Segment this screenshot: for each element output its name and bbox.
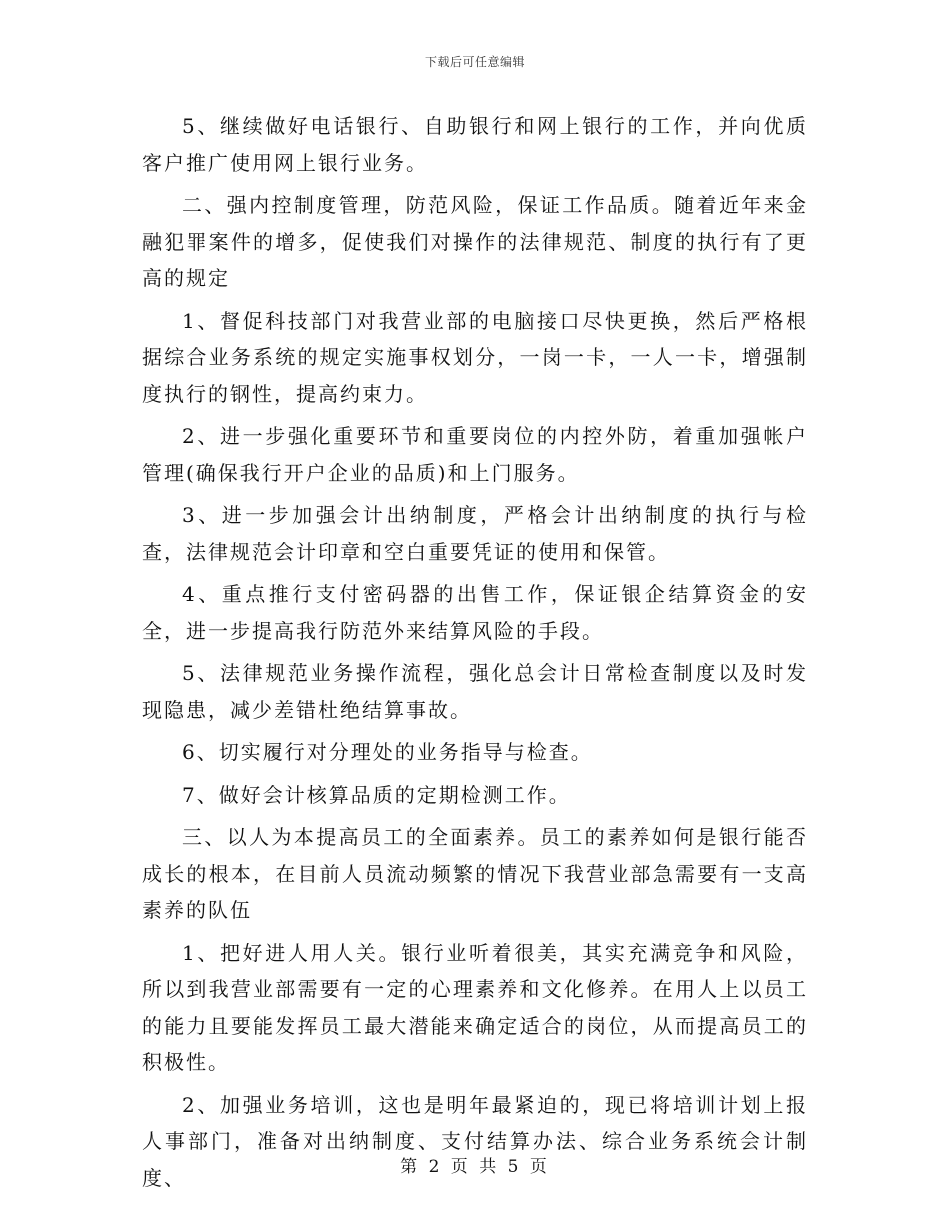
document-body: [142, 108, 808, 1202]
section-heading-people-oriented: 三、以人为本提高员工的全面素养。员工的素养如何是银行能否成长的根本，在目前人员流动频繁的情况下我营业部急需要有一支高素养的队伍: [142, 825, 808, 922]
paragraph-item-6-branch-guidance: 6、切实履行对分理处的业务指导与检查。: [182, 740, 593, 764]
section-heading-internal-control: 二、强内控制度管理，防范风险，保证工作品质。随着近年来金融犯罪案件的增多，促使我们对操作的法律规范、制度的执行有了更高的规定: [142, 193, 808, 290]
paragraph-item-7-quality-check: 7、做好会计核算品质的定期检测工作。: [182, 782, 571, 807]
paragraph-item-2-training: 2、加强业务培训，这也是明年最紧迫的，现已将培训计划上报人事部门，准备对出纳制度、支付结算办法、综合业务系统会计制度、: [142, 1092, 808, 1190]
paragraph-item-5-operation-process: 5、法律规范业务操作流程，强化总会计日常检查制度以及时发现隐患，减少差错杜绝结算事故。: [142, 661, 808, 722]
paragraph-item-1-tech-dept: 1、督促科技部门对我营业部的电脑接口尽快更换，然后严格根据综合业务系统的规定实施事权划分，一岗一卡，一人一卡，增强制度执行的钢性，提高约束力。: [142, 308, 808, 406]
page-number: 第 2 页 共 5 页: [400, 1157, 550, 1177]
paragraph-item-4-payment-password: 4、重点推行支付密码器的出售工作，保证银企结算资金的安全，进一步提高我行防范外来结算风险的手段。: [142, 582, 808, 643]
paragraph-item-2-internal-control: 2、进一步强化重要环节和重要岗位的内控外防，着重加强帐户管理(确保我行开户企业的品质)和上门服务。: [142, 424, 808, 485]
page-header: 下载后可任意编辑: [424, 55, 525, 69]
paragraph-item-1-hiring: 1、把好进人用人关。银行业听着很美，其实充满竞争和风险，所以到我营业部需要有一定的心理素养和文化修养。在用人上以员工的能力且要能发挥员工最大潜能来确定适合的岗位，从而提高员工的积极性。: [142, 940, 808, 1074]
paragraph-item-3-cashier-system: 3、进一步加强会计出纳制度，严格会计出纳制度的执行与检查，法律规范会计印章和空白重要凭证的使用和保管。: [142, 503, 808, 564]
paragraph-item-5-phone-banking: 5、继续做好电话银行、自助银行和网上银行的工作，并向优质客户推广使用网上银行业务。: [142, 114, 808, 175]
